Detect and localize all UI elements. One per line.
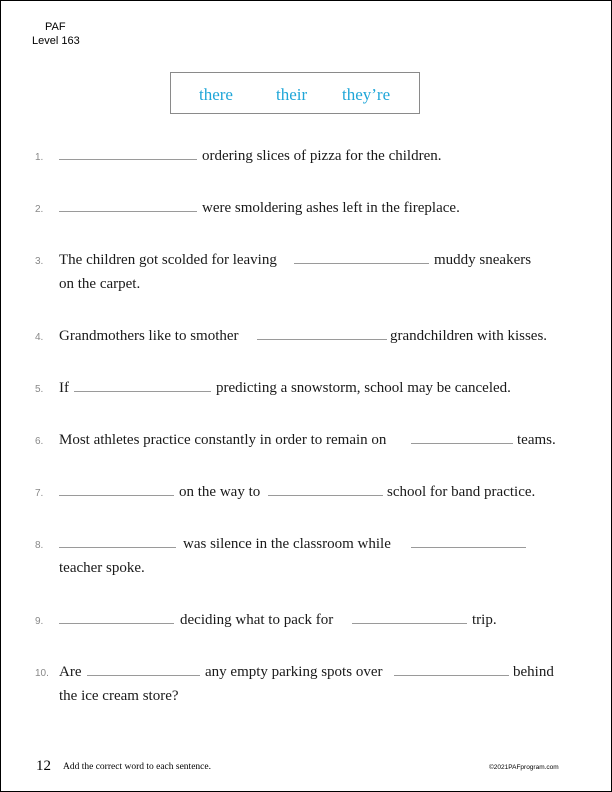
- page-number: 12: [36, 758, 51, 774]
- item-number: 2.: [35, 204, 44, 215]
- sentence-text: were smoldering ashes left in the fireplace.: [202, 200, 460, 216]
- sentence-text: any empty parking spots over: [205, 664, 383, 680]
- word-bank-word: they’re: [342, 85, 391, 104]
- item-number: 1.: [35, 152, 44, 163]
- sentence-text: The children got scolded for leaving: [59, 252, 277, 268]
- answer-blank[interactable]: [411, 547, 526, 548]
- sentence-text: grandchildren with kisses.: [390, 328, 548, 344]
- answer-blank[interactable]: [59, 547, 176, 548]
- sentence-text: trip.: [472, 612, 497, 628]
- sentence-text: muddy sneakers: [434, 252, 532, 268]
- sentence-text: the ice cream store?: [59, 688, 179, 704]
- answer-blank[interactable]: [59, 623, 174, 624]
- sentence-text: teacher spoke.: [59, 560, 145, 576]
- item-number: 8.: [35, 540, 44, 551]
- sentence-text: on the carpet.: [59, 276, 141, 292]
- program-label: PAF: [45, 21, 66, 33]
- level-label: Level 163: [32, 35, 80, 47]
- word-bank-box: [170, 72, 420, 114]
- instruction-text: Add the correct word to each sentence.: [63, 762, 211, 772]
- item-number: 10.: [35, 668, 49, 679]
- answer-blank[interactable]: [87, 675, 200, 676]
- sentence-text: deciding what to pack for: [180, 612, 334, 628]
- answer-blank[interactable]: [352, 623, 467, 624]
- sentence-text: school for band practice.: [387, 484, 536, 500]
- sentence-text: ordering slices of pizza for the children.: [202, 148, 442, 164]
- sentence-text: Grandmothers like to smother: [59, 328, 239, 344]
- sentence-text: was silence in the classroom while: [183, 536, 391, 552]
- sentence-text: Are: [59, 664, 82, 680]
- answer-blank[interactable]: [294, 263, 429, 264]
- item-number: 9.: [35, 616, 44, 627]
- item-number: 6.: [35, 436, 44, 447]
- answer-blank[interactable]: [257, 339, 387, 340]
- item-number: 5.: [35, 384, 44, 395]
- answer-blank[interactable]: [59, 495, 174, 496]
- copyright-text: ©2021PAFprogram.com: [489, 764, 559, 771]
- answer-blank[interactable]: [59, 211, 197, 212]
- sentence-text: teams.: [517, 432, 556, 448]
- answer-blank[interactable]: [74, 391, 211, 392]
- item-number: 4.: [35, 332, 44, 343]
- item-number: 7.: [35, 488, 44, 499]
- sentence-text: on the way to: [179, 484, 261, 500]
- sentence-text: Most athletes practice constantly in order to remain on: [59, 432, 387, 448]
- answer-blank[interactable]: [394, 675, 509, 676]
- word-bank-word: their: [276, 85, 308, 104]
- word-bank-word: there: [199, 85, 233, 104]
- sentence-text: predicting a snowstorm, school may be canceled.: [216, 380, 511, 396]
- item-number: 3.: [35, 256, 44, 267]
- answer-blank[interactable]: [268, 495, 383, 496]
- sentence-text: If: [59, 380, 69, 396]
- sentence-text: behind: [513, 664, 554, 680]
- answer-blank[interactable]: [59, 159, 197, 160]
- answer-blank[interactable]: [411, 443, 513, 444]
